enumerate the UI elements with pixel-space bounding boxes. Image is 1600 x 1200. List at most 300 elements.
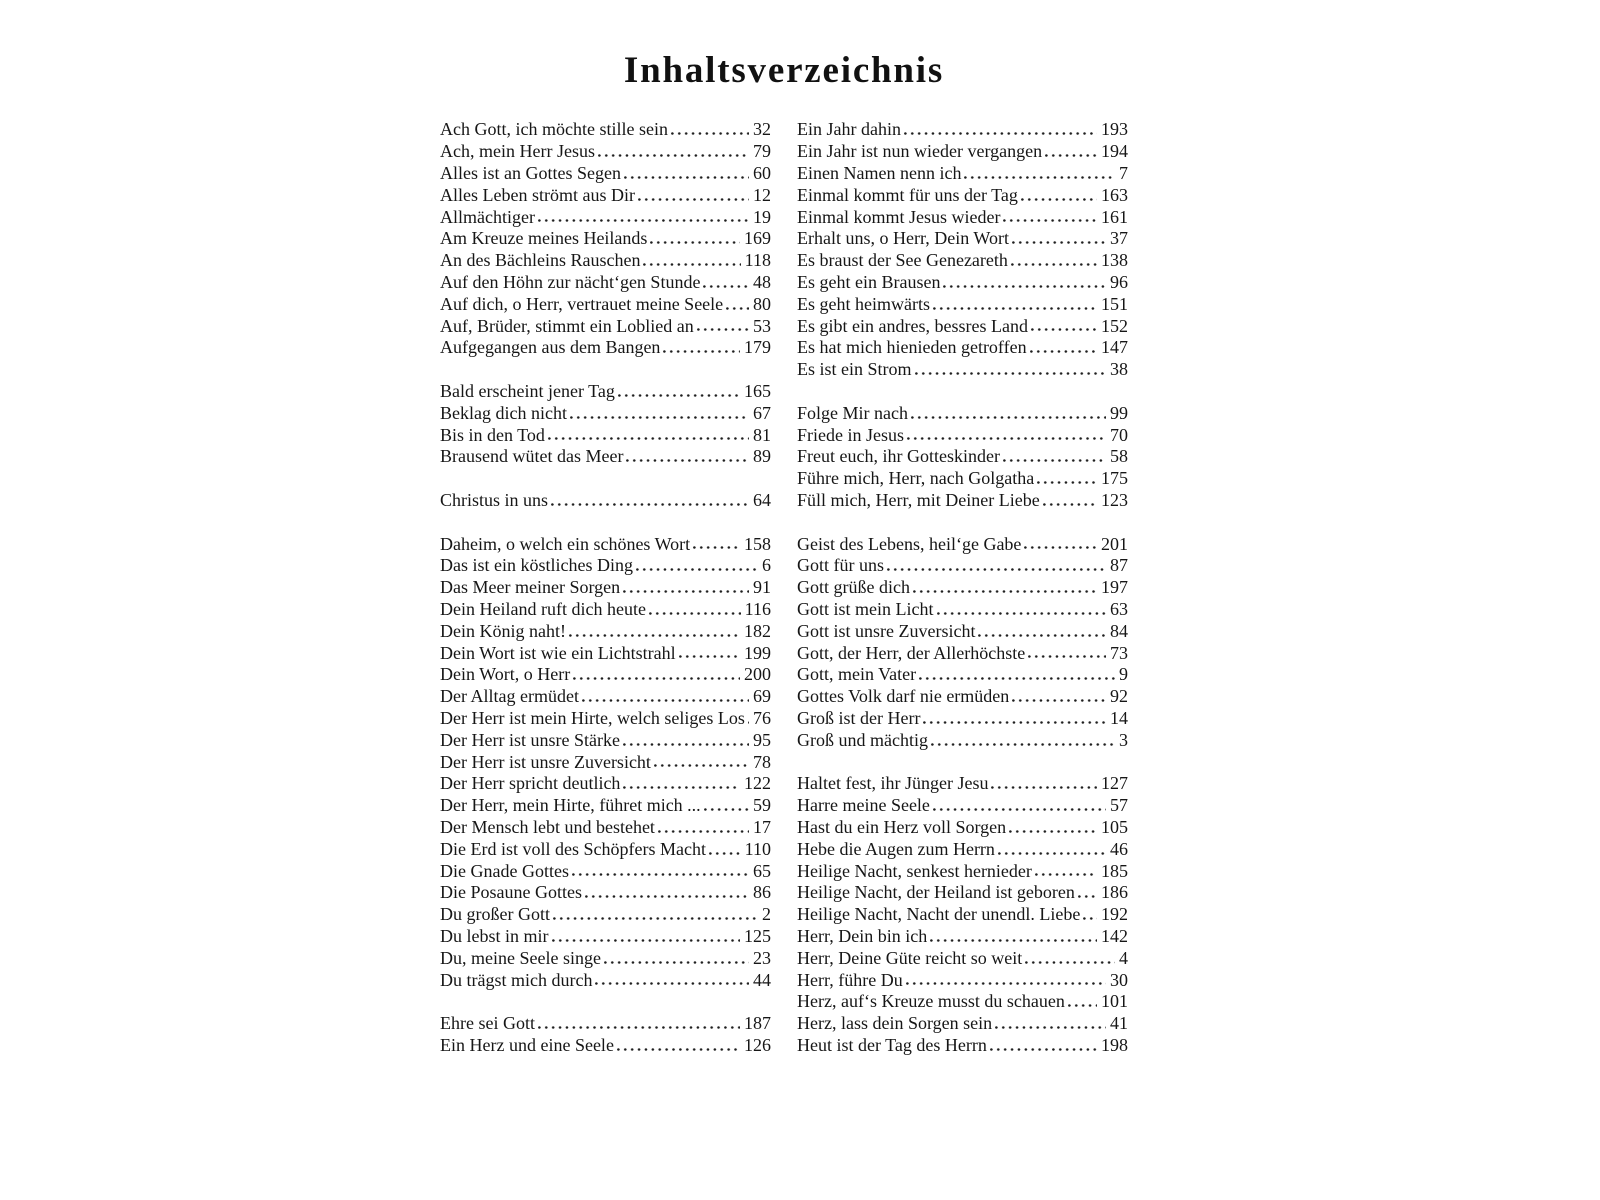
toc-entry	[797, 621, 1128, 643]
entry-title: Freut euch, ihr Gotteskinder	[797, 446, 1000, 467]
dot-leader	[931, 734, 1115, 746]
entry-page-number: 187	[744, 1013, 771, 1034]
entry-page-number: 3	[1119, 729, 1128, 750]
entry-title: Beklag dich nicht	[440, 402, 567, 423]
toc-entry	[797, 272, 1128, 294]
entry-page-number: 78	[753, 751, 771, 772]
entry-title: Gott, mein Vater	[797, 664, 917, 685]
dot-leader	[623, 734, 749, 746]
dot-leader	[919, 668, 1115, 680]
entry-page-number: 67	[753, 402, 771, 423]
toc-entry	[797, 207, 1128, 229]
toc-entry	[440, 403, 771, 425]
toc-entry	[440, 425, 771, 447]
toc-entry	[797, 970, 1128, 992]
toc-entry	[440, 599, 771, 621]
toc-group	[440, 1013, 771, 1057]
toc-column-right	[797, 119, 1128, 1056]
entry-title: Gottes Volk darf nie ermüden	[797, 686, 1010, 707]
toc-column-left	[440, 119, 771, 1056]
dot-leader	[1078, 886, 1097, 898]
dot-leader	[726, 298, 749, 310]
entry-page-number: 2	[762, 904, 771, 925]
dot-leader	[991, 777, 1097, 789]
toc-entry	[440, 686, 771, 708]
toc-entry	[797, 337, 1128, 359]
entry-page-number: 32	[753, 119, 771, 140]
toc-entry	[440, 446, 771, 468]
entry-title: Ach Gott, ich möchte stille sein	[440, 119, 668, 140]
entry-title: Gott ist unsre Zuversicht	[797, 620, 976, 641]
toc-entry	[797, 403, 1128, 425]
entry-page-number: 175	[1101, 468, 1128, 489]
entry-page-number: 194	[1101, 141, 1128, 162]
entry-title: Aufgegangen aus dem Bangen	[440, 337, 661, 358]
entry-title: Haltet fest, ihr Jünger Jesu	[797, 773, 989, 794]
dot-leader	[1003, 450, 1106, 462]
entry-title: Einen Namen nenn ich	[797, 163, 962, 184]
dot-leader	[658, 821, 749, 833]
entry-title: Der Herr ist unsre Zuversicht	[440, 751, 651, 772]
dot-leader	[649, 603, 741, 615]
entry-title: Ein Herz und eine Seele	[440, 1034, 614, 1055]
toc-entry	[440, 316, 771, 338]
toc-entry	[440, 861, 771, 883]
entry-title: Herr, führe Du	[797, 969, 903, 990]
entry-page-number: 147	[1101, 337, 1128, 358]
entry-title: Folge Mir nach	[797, 402, 908, 423]
entry-title: Es geht ein Brausen	[797, 272, 941, 293]
toc-entry	[797, 599, 1128, 621]
entry-title: Ein Jahr dahin	[797, 119, 901, 140]
entry-title: Ein Jahr ist nun wieder vergangen	[797, 141, 1043, 162]
entry-title: Harre meine Seele	[797, 795, 930, 816]
toc-entry	[440, 381, 771, 403]
entry-page-number: 4	[1119, 947, 1128, 968]
entry-page-number: 179	[744, 337, 771, 358]
entry-page-number: 152	[1101, 315, 1128, 336]
toc-entry	[797, 119, 1128, 141]
toc-entry	[797, 643, 1128, 665]
dot-leader	[748, 712, 749, 724]
entry-page-number: 73	[1110, 642, 1128, 663]
toc-group	[440, 490, 771, 512]
toc-group	[440, 534, 771, 992]
toc-entry	[440, 795, 771, 817]
dot-leader	[552, 930, 741, 942]
toc-entry	[797, 359, 1128, 381]
entry-page-number: 99	[1110, 402, 1128, 423]
dot-leader	[995, 1017, 1106, 1029]
toc-entry	[440, 621, 771, 643]
dot-leader	[638, 189, 749, 201]
dot-leader	[585, 886, 749, 898]
dot-leader	[663, 341, 740, 353]
dot-leader	[679, 647, 740, 659]
toc-entry	[797, 773, 1128, 795]
entry-title: Dein Wort, o Herr	[440, 664, 571, 685]
entry-page-number: 201	[1101, 533, 1128, 554]
entry-title: Erhalt uns, o Herr, Dein Wort	[797, 228, 1009, 249]
entry-title: Heut ist der Tag des Herrn	[797, 1034, 987, 1055]
dot-leader	[911, 407, 1106, 419]
entry-page-number: 14	[1110, 707, 1128, 728]
entry-page-number: 91	[753, 577, 771, 598]
entry-page-number: 84	[1110, 620, 1128, 641]
dot-leader	[551, 494, 749, 506]
entry-title: Füll mich, Herr, mit Deiner Liebe	[797, 489, 1040, 510]
entry-title: Am Kreuze meines Heilands	[440, 228, 648, 249]
entry-title: Bald erscheint jener Tag	[440, 381, 615, 401]
toc-entry	[440, 708, 771, 730]
dot-leader	[553, 908, 758, 920]
entry-title: Christus in uns	[440, 489, 549, 510]
dot-leader	[538, 1017, 740, 1029]
dot-leader	[1012, 232, 1106, 244]
toc-entry	[797, 991, 1128, 1013]
entry-title: Die Gnade Gottes	[440, 860, 569, 881]
entry-page-number: 165	[744, 381, 771, 401]
entry-page-number: 193	[1101, 119, 1128, 140]
entry-page-number: 60	[753, 163, 771, 184]
entry-page-number: 127	[1101, 773, 1128, 794]
dot-leader	[538, 211, 749, 223]
entry-page-number: 186	[1101, 882, 1128, 903]
toc-entry	[797, 708, 1128, 730]
entry-title: Heilige Nacht, senkest hernieder	[797, 860, 1032, 881]
toc-entry	[797, 904, 1128, 926]
dot-leader	[904, 123, 1097, 135]
entry-title: Der Mensch lebt und bestehet	[440, 816, 655, 837]
entry-page-number: 87	[1110, 555, 1128, 576]
entry-title: Herr, Deine Güte reicht so weit	[797, 947, 1023, 968]
dot-leader	[709, 843, 741, 855]
toc-group	[797, 534, 1128, 752]
entry-title: Der Herr ist mein Hirte, welch seliges Los	[440, 707, 745, 728]
entry-page-number: 63	[1110, 598, 1128, 619]
entry-title: Einmal kommt für uns der Tag	[797, 184, 1018, 205]
entry-page-number: 44	[753, 969, 771, 990]
dot-leader	[1024, 538, 1097, 550]
toc-entry	[440, 119, 771, 141]
dot-leader	[572, 865, 749, 877]
entry-title: Hebe die Augen zum Herrn	[797, 838, 995, 859]
toc-group	[797, 403, 1128, 512]
toc-entry	[797, 1035, 1128, 1057]
toc-entry	[440, 664, 771, 686]
toc-entry	[797, 316, 1128, 338]
entry-page-number: 17	[753, 816, 771, 837]
entry-title: Groß und mächtig	[797, 729, 928, 750]
toc-entry	[797, 425, 1128, 447]
entry-title: Ach, mein Herr Jesus	[440, 141, 595, 162]
dot-leader	[618, 385, 740, 397]
entry-page-number: 118	[744, 250, 771, 271]
dot-leader	[617, 1039, 740, 1051]
entry-title: Die Posaune Gottes	[440, 882, 582, 903]
entry-title: Der Herr spricht deutlich	[440, 773, 621, 794]
entry-page-number: 116	[744, 598, 771, 619]
entry-title: Gott, der Herr, der Allerhöchste	[797, 642, 1026, 663]
entry-title: Der Herr, mein Hirte, führet mich ...	[440, 795, 701, 816]
entry-page-number: 86	[753, 882, 771, 903]
entry-title: Der Alltag ermüdet	[440, 686, 579, 707]
entry-title: Du lebst in mir	[440, 925, 549, 946]
toc-entry	[797, 861, 1128, 883]
entry-title: Brausend wütet das Meer	[440, 446, 624, 467]
entry-title: Es braust der See Genezareth	[797, 250, 1008, 271]
entry-page-number: 6	[762, 555, 771, 576]
toc-entry	[797, 926, 1128, 948]
dot-leader	[933, 298, 1097, 310]
toc-entry	[440, 1013, 771, 1035]
toc-entry	[797, 730, 1128, 752]
entry-page-number: 69	[753, 686, 771, 707]
entry-page-number: 81	[753, 424, 771, 445]
entry-page-number: 123	[1101, 489, 1128, 510]
toc-group	[440, 381, 771, 468]
dot-leader	[1025, 952, 1115, 964]
dot-leader	[998, 843, 1106, 855]
entry-title: Friede in Jesus	[797, 424, 904, 445]
dot-leader	[654, 756, 749, 768]
dot-leader	[964, 167, 1115, 179]
entry-page-number: 76	[753, 707, 771, 728]
toc-entry	[440, 534, 771, 556]
entry-title: Das Meer meiner Sorgen	[440, 577, 621, 598]
toc-entry	[440, 185, 771, 207]
toc-entry	[440, 1035, 771, 1057]
toc-entry	[797, 577, 1128, 599]
entry-page-number: 59	[753, 795, 771, 816]
dot-leader	[704, 799, 749, 811]
toc-entry	[797, 228, 1128, 250]
dot-leader	[636, 559, 758, 571]
entry-page-number: 192	[1101, 904, 1128, 925]
entry-page-number: 30	[1110, 969, 1128, 990]
dot-leader	[626, 450, 749, 462]
entry-page-number: 46	[1110, 838, 1128, 859]
toc-group	[797, 119, 1128, 381]
entry-title: Bis in den Tod	[440, 424, 545, 445]
toc-entry	[797, 795, 1128, 817]
dot-leader	[913, 581, 1097, 593]
toc-entry	[440, 250, 771, 272]
entry-page-number: 70	[1110, 424, 1128, 445]
dot-leader	[1083, 908, 1097, 920]
dot-leader	[573, 668, 740, 680]
entry-title: Heilige Nacht, Nacht der unendl. Liebe	[797, 904, 1081, 925]
entry-page-number: 57	[1110, 795, 1128, 816]
entry-page-number: 95	[753, 729, 771, 750]
dot-leader	[604, 952, 749, 964]
toc-entry	[797, 294, 1128, 316]
entry-page-number: 122	[744, 773, 771, 794]
entry-title: Dein Heiland ruft dich heute	[440, 598, 646, 619]
entry-page-number: 198	[1101, 1034, 1128, 1055]
toc-entry	[440, 294, 771, 316]
entry-title: Gott grüße dich	[797, 577, 910, 598]
entry-page-number: 64	[753, 489, 771, 510]
entry-page-number: 96	[1110, 272, 1128, 293]
entry-title: Hast du ein Herz voll Sorgen	[797, 816, 1007, 837]
dot-leader	[1030, 341, 1097, 353]
entry-title: Es hat mich hienieden getroffen	[797, 337, 1027, 358]
entry-title: Es gibt ein andres, bessres Land	[797, 315, 1028, 336]
dot-leader	[595, 974, 749, 986]
dot-leader	[624, 167, 749, 179]
dot-leader	[923, 712, 1106, 724]
dot-leader	[937, 603, 1107, 615]
dot-leader	[978, 625, 1106, 637]
entry-title: Alles Leben strömt aus Dir	[440, 184, 635, 205]
entry-title: Herz, lass dein Sorgen sein	[797, 1013, 993, 1034]
toc-entry	[797, 686, 1128, 708]
toc-entry	[440, 577, 771, 599]
toc-entry	[797, 948, 1128, 970]
toc-entry	[440, 926, 771, 948]
toc-group	[440, 119, 771, 359]
dot-leader	[1045, 145, 1097, 157]
entry-page-number: 19	[753, 206, 771, 227]
dot-leader	[1011, 254, 1097, 266]
toc-entry	[797, 534, 1128, 556]
toc-entry	[797, 882, 1128, 904]
toc-entry	[440, 490, 771, 512]
toc-entry	[797, 664, 1128, 686]
entry-page-number: 53	[753, 315, 771, 336]
entry-title: Geist des Lebens, heil‘ge Gabe	[797, 533, 1022, 554]
dot-leader	[697, 320, 749, 332]
dot-leader	[570, 407, 749, 419]
toc-entry	[440, 730, 771, 752]
dot-leader	[1043, 494, 1097, 506]
entry-page-number: 197	[1101, 577, 1128, 598]
entry-page-number: 48	[753, 272, 771, 293]
entry-page-number: 38	[1110, 359, 1128, 380]
toc-entry	[797, 446, 1128, 468]
toc-entry	[797, 141, 1128, 163]
toc-entry	[440, 643, 771, 665]
entry-title: Der Herr ist unsre Stärke	[440, 729, 620, 750]
dot-leader	[623, 581, 749, 593]
toc-entry	[797, 468, 1128, 490]
entry-page-number: 199	[744, 642, 771, 663]
dot-leader	[1031, 320, 1097, 332]
dot-leader	[1035, 865, 1097, 877]
dot-leader	[548, 429, 749, 441]
entry-title: Das ist ein köstliches Ding	[440, 555, 633, 576]
toc-entry	[440, 163, 771, 185]
entry-page-number: 169	[744, 228, 771, 249]
toc-entry	[440, 207, 771, 229]
entry-title: Alles ist an Gottes Segen	[440, 163, 621, 184]
toc-columns	[440, 119, 1128, 1056]
entry-page-number: 200	[744, 664, 771, 685]
toc-entry	[797, 185, 1128, 207]
dot-leader	[1028, 647, 1106, 659]
entry-page-number: 23	[753, 947, 771, 968]
entry-page-number: 80	[753, 293, 771, 314]
toc-entry	[440, 555, 771, 577]
toc-entry	[797, 1013, 1128, 1035]
entry-title: Heilige Nacht, der Heiland ist geboren	[797, 882, 1075, 903]
dot-leader	[623, 777, 740, 789]
entry-title: An des Bächleins Rauschen	[440, 250, 641, 271]
entry-page-number: 105	[1101, 816, 1128, 837]
entry-title: Gott für uns	[797, 555, 884, 576]
toc-entry	[797, 250, 1128, 272]
entry-page-number: 79	[753, 141, 771, 162]
dot-leader	[650, 232, 740, 244]
toc-content	[440, 50, 1128, 1057]
dot-leader	[915, 363, 1106, 375]
dot-leader	[1021, 189, 1097, 201]
entry-page-number: 41	[1110, 1013, 1128, 1034]
entry-title: Auf dich, o Herr, vertrauet meine Seele	[440, 293, 724, 314]
page-title: Inhaltsverzeichnis	[623, 50, 945, 91]
dot-leader	[693, 538, 740, 550]
entry-title: Du trägst mich durch	[440, 969, 593, 990]
entry-title: Auf, Brüder, stimmt ein Loblied an	[440, 315, 694, 336]
dot-leader	[943, 276, 1106, 288]
entry-page-number: 158	[744, 533, 771, 554]
toc-entry	[440, 882, 771, 904]
dot-leader	[671, 123, 749, 135]
entry-page-number: 65	[753, 860, 771, 881]
entry-title: Herr, Dein bin ich	[797, 925, 928, 946]
entry-page-number: 185	[1101, 860, 1128, 881]
entry-page-number: 161	[1101, 206, 1128, 227]
entry-title: Allmächtiger	[440, 206, 535, 227]
entry-page-number: 37	[1110, 228, 1128, 249]
entry-title: Gott ist mein Licht	[797, 598, 934, 619]
entry-page-number: 58	[1110, 446, 1128, 467]
entry-page-number: 9	[1119, 664, 1128, 685]
dot-leader	[643, 254, 740, 266]
toc-entry	[440, 948, 771, 970]
dot-leader	[1009, 821, 1097, 833]
entry-title: Auf den Höhn zur nächt‘gen Stunde	[440, 272, 701, 293]
entry-title: Dein Wort ist wie ein Lichtstrahl	[440, 642, 676, 663]
entry-title: Herz, auf‘s Kreuze musst du schauen	[797, 991, 1065, 1012]
dot-leader	[990, 1039, 1097, 1051]
entry-page-number: 89	[753, 446, 771, 467]
entry-page-number: 126	[744, 1034, 771, 1055]
dot-leader	[703, 276, 749, 288]
toc-entry	[440, 337, 771, 359]
toc-entry	[440, 752, 771, 774]
entry-title: Ehre sei Gott	[440, 1013, 535, 1034]
dot-leader	[1037, 472, 1097, 484]
toc-entry	[440, 904, 771, 926]
dot-leader	[569, 625, 740, 637]
entry-page-number: 151	[1101, 293, 1128, 314]
entry-title: Du großer Gott	[440, 904, 550, 925]
toc-entry	[797, 839, 1128, 861]
dot-leader	[582, 690, 749, 702]
entry-page-number: 125	[744, 925, 771, 946]
dot-leader	[887, 559, 1106, 571]
toc-entry	[440, 773, 771, 795]
toc-entry	[440, 817, 771, 839]
dot-leader	[1012, 690, 1106, 702]
entry-page-number: 7	[1119, 163, 1128, 184]
toc-entry	[440, 272, 771, 294]
dot-leader	[598, 145, 749, 157]
toc-entry	[797, 817, 1128, 839]
entry-title: Einmal kommt Jesus wieder	[797, 206, 1001, 227]
